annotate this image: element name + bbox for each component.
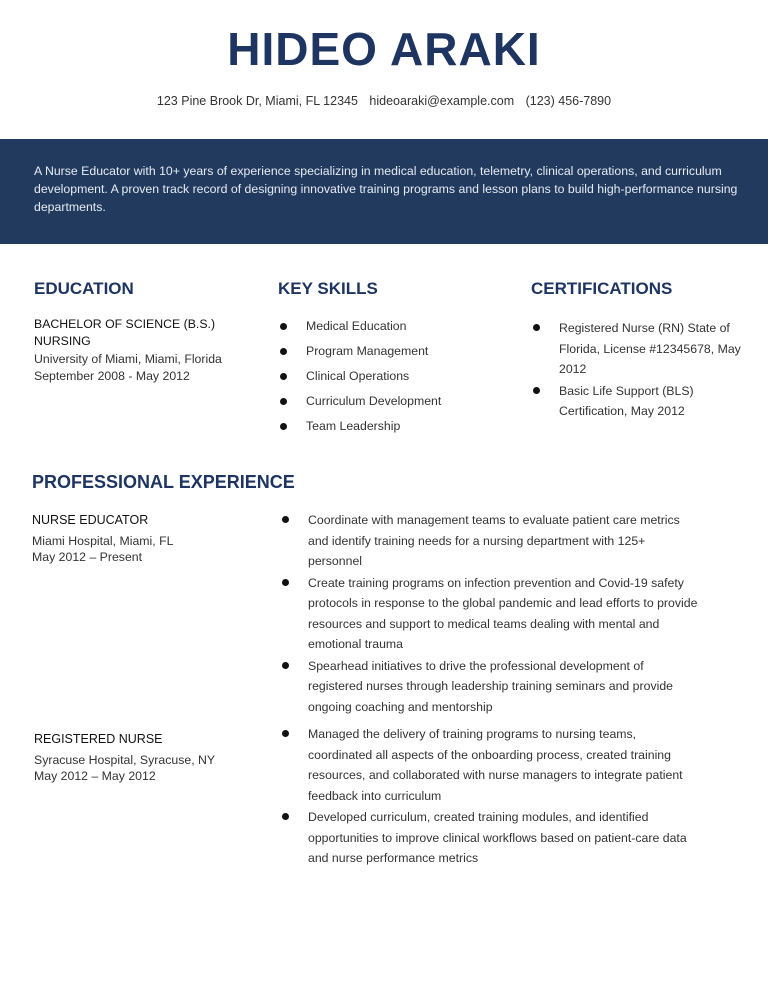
education-school: University of Miami, Miami, Florida (34, 352, 222, 366)
bullet-icon (282, 813, 289, 820)
bullet-text: Managed the delivery of training programs to nursing teams, coordinated all aspects of the onboarding process, created training resources, and collaborated with nurse managers to integrate patient feedback into curriculum (308, 727, 683, 803)
job-employer: Syracuse Hospital, Syracuse, NY (34, 753, 216, 767)
summary-text: A Nurse Educator with 10+ years of experience specializing in medical education, telemetry, clinical operations, and curriculum development. A proven track record of designing innovative training programs and lesson plans to build high-performance nursing departments. (34, 164, 738, 214)
skill-text: Curriculum Development (306, 394, 442, 408)
summary-band (0, 139, 768, 244)
job-dates: May 2012 – Present (32, 550, 143, 564)
certifications-list (531, 318, 741, 423)
bullet-icon (280, 323, 287, 330)
address-text: 123 Pine Brook Dr, Miami, FL 12345 (156, 94, 358, 108)
experience-heading: PROFESSIONAL EXPERIENCE (32, 472, 295, 492)
bullet-icon (282, 516, 289, 523)
contact-line (0, 94, 768, 108)
skill-text: Clinical Operations (306, 369, 410, 383)
list-item (280, 573, 700, 655)
skill-text: Medical Education (306, 319, 407, 333)
list-item (278, 318, 498, 343)
job-title: NURSE EDUCATOR (32, 513, 149, 527)
certifications-heading: CERTIFICATIONS (531, 279, 673, 298)
job-employer: Miami Hospital, Miami, FL (32, 534, 174, 548)
bullet-icon (533, 387, 540, 394)
bullet-icon (282, 662, 289, 669)
bullet-icon (280, 373, 287, 380)
skills-heading: KEY SKILLS (278, 279, 378, 298)
education-heading: EDUCATION (34, 279, 134, 298)
candidate-name: HIDEO ARAKI (227, 23, 541, 75)
education-dates: September 2008 - May 2012 (34, 369, 190, 383)
skill-text: Team Leadership (306, 419, 401, 433)
list-item (280, 807, 700, 869)
list-item (280, 724, 700, 806)
list-item (278, 343, 498, 368)
email-link[interactable]: hideoaraki@example.com (369, 94, 515, 108)
job-title: REGISTERED NURSE (34, 732, 163, 746)
bullet-icon (280, 398, 287, 405)
phone-text: (123) 456-7890 (525, 94, 612, 108)
bullet-icon (533, 324, 540, 331)
list-item (280, 656, 700, 718)
list-item (278, 393, 498, 418)
bullet-icon (282, 730, 289, 737)
bullet-text: Coordinate with management teams to evaluate patient care metrics and identify training needs for a nursing department with 125+ personnel (308, 513, 680, 568)
bullet-icon (280, 348, 287, 355)
skills-list (278, 318, 498, 443)
certification-text: Basic Life Support (BLS) Certification, May 2012 (559, 383, 694, 418)
list-item (280, 510, 700, 572)
list-item (531, 381, 741, 422)
bullet-text: Create training programs on infection prevention and Covid-19 safety protocols in response to the global pandemic and lead efforts to provide resources and support to medical teams dealing with mental and emotional trauma (308, 575, 698, 651)
skill-text: Program Management (306, 344, 429, 358)
job-bullets (280, 724, 700, 869)
bullet-icon (282, 579, 289, 586)
list-item (278, 418, 498, 443)
bullet-text: Spearhead initiatives to drive the professional development of registered nurses through leadership training seminars and provide ongoing coaching and mentorship (308, 658, 674, 714)
list-item (278, 368, 498, 393)
bullet-text: Developed curriculum, created training modules, and identified opportunities to improve clinical workflows based on patient-care data and nurse performance metrics (308, 810, 687, 865)
education-degree: BACHELOR OF SCIENCE (B.S.) NURSING (34, 317, 216, 348)
list-item (531, 318, 741, 380)
job-dates: May 2012 – May 2012 (34, 769, 156, 783)
bullet-icon (280, 423, 287, 430)
certification-text: Registered Nurse (RN) State of Florida, License #12345678, May 2012 (559, 321, 741, 376)
job-bullets (280, 510, 700, 717)
